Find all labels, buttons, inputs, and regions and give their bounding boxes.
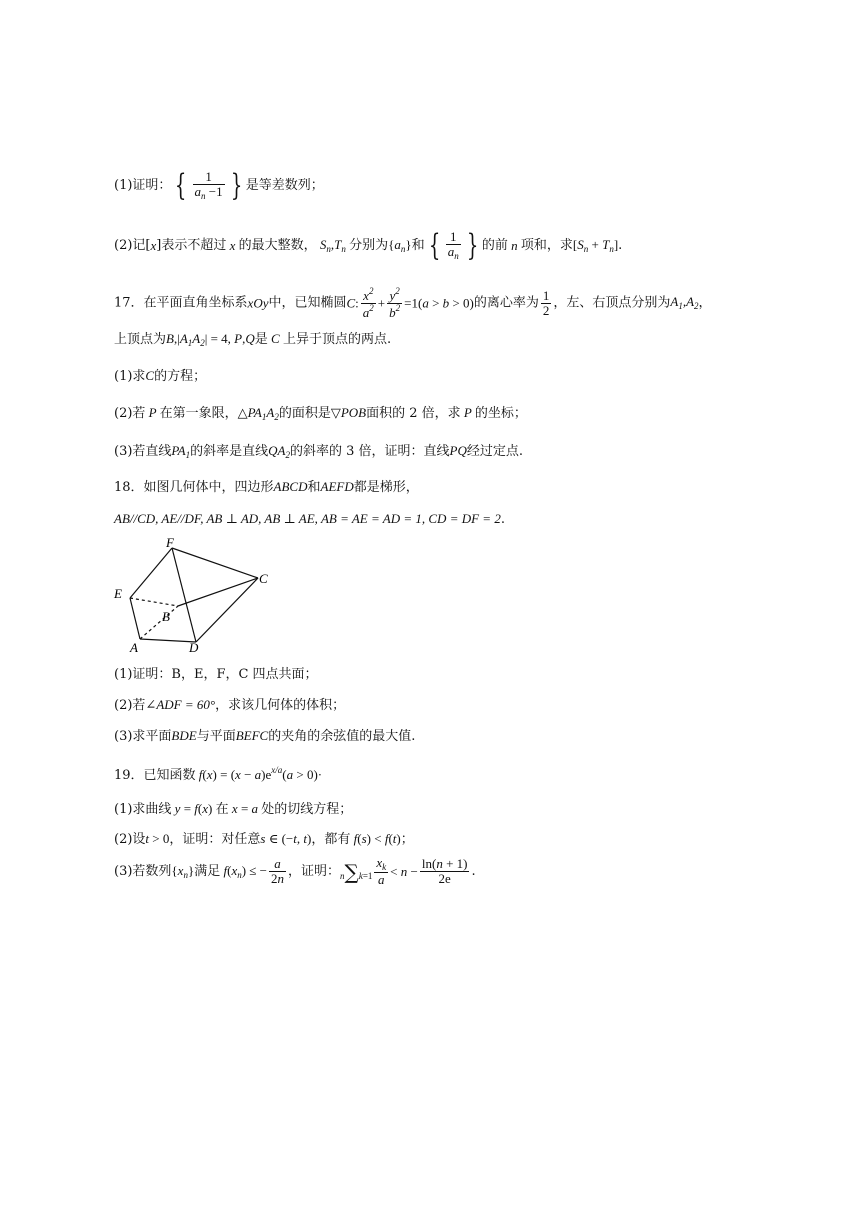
math-set-xn: $\{x_n\}$ (171, 862, 195, 880)
q19-part1-text-b: 在 (215, 802, 229, 817)
q17-part2 (114, 406, 527, 422)
q17-part2-text-b: 在第一象限， (159, 406, 238, 421)
var-bde: BDE (171, 728, 197, 743)
math-floor-sn-plus-tn: $[S_n + T_n]$ (572, 236, 619, 254)
label-c: C (259, 571, 268, 586)
q19-part2-text-a: (2)设 (114, 832, 146, 847)
q17-part1 (114, 369, 206, 383)
math-triangle-pob: ▽POB (330, 405, 367, 420)
math-set-an: $\{a_n\}$ (388, 236, 412, 254)
q17-line2-text-a: 上顶点为 (114, 332, 167, 347)
q17-line2-text-b: 是 (254, 332, 268, 347)
math-triangle-pa1a2: $\triangle PA_1A_2$ (237, 405, 279, 422)
math-ellipse-c: C: (346, 295, 359, 311)
q17-intro: 17．在平面直角坐标系xOy中，已知椭圆C: $\frac{x^2}{a^2}$ + $\frac{y^2}{b^2}$ =1(a > b > 0)的离心率为 $\frac{1}{2}$ ，左、右顶点分别为$A_1,A_2$， (114, 286, 712, 320)
math-y-equals-fx: y = f(x) (171, 801, 213, 816)
right-brace: } (230, 167, 242, 203)
var-c: C (267, 331, 283, 346)
fraction-1-over-an: $\frac{1}{a_n}$ (447, 229, 459, 261)
q19-part2 (114, 832, 414, 846)
q16-part2-text-e: 分别为 (349, 238, 389, 254)
q16-part2-text-h: 项和，求 (520, 238, 573, 254)
q16-part2-text-f: 和 (411, 238, 425, 254)
fraction-x2-a2: $\frac{x^2}{a^2}$ (362, 286, 374, 320)
q19-part3 (114, 856, 476, 887)
q17-part3-text-a: (3)若直线 (114, 444, 172, 459)
edge-dc (196, 578, 258, 642)
q17-text-c: 的离心率为 (473, 295, 539, 311)
label-d: D (189, 640, 199, 654)
edge-ea (130, 598, 140, 639)
q18-number-text: 18．如图几何体中，四边形 (114, 480, 274, 495)
q18-text-c: 都是梯形， (353, 480, 419, 495)
edge-ad (140, 639, 196, 642)
label-e: E (114, 586, 122, 601)
math-angle-adf: ∠ADF = 60° (145, 697, 216, 712)
q16-part1-prefix: (1)证明： (114, 178, 172, 194)
q17-part3-text-b: 的斜率是直线 (190, 444, 269, 459)
q17-part2-text-c: 的面积是 (278, 406, 331, 421)
math-function-f: $f(x) = (x - a)e^{x/a}(a > 0)\cdot$ (195, 765, 323, 782)
label-f: F (166, 536, 174, 550)
edge-bc (178, 578, 258, 606)
q18-conditions (114, 512, 505, 526)
q18-conditions-end: . (500, 512, 505, 527)
q18-text-b: 和 (307, 480, 321, 495)
q17-line2 (114, 332, 391, 348)
q18-part2-text-b: ，求该几何体的体积； (215, 698, 346, 713)
math-qa2: $QA_2$ (268, 443, 290, 460)
edge-ab-dashed (140, 606, 178, 639)
q18-part3-text-e: 的夹角的余弦值的最大值. (268, 729, 416, 744)
q19-part3-text-a: (3)若数列 (114, 864, 172, 880)
fraction-1-over-an-minus-1: $\frac{1}{a_n -1}$ (194, 169, 223, 201)
q19-part2-text-b: ，证明：对任意 (169, 832, 261, 847)
q17-part1-text-b: 的方程； (154, 369, 207, 384)
q17-line2-text-c: 上异于顶点的两点. (282, 332, 392, 347)
math-pq: PQ (449, 443, 467, 458)
q19-part2-text-d: ； (400, 832, 414, 847)
math-x-equals-a: x = a (228, 801, 262, 816)
q16-part2-text-g: 的前 (481, 238, 508, 254)
fraction-a-over-2n: $\frac{a}{2n}$ (271, 856, 285, 887)
summation-sign: n∑k=1 (340, 859, 373, 884)
q18-part1-text: (1)证明：B，E，F，C 四点共面； (114, 667, 318, 682)
left-brace: { (175, 167, 187, 203)
q18-part3 (114, 729, 415, 743)
var-x: x (150, 238, 157, 254)
var-abcd: ABCD (273, 479, 308, 494)
math-ellipse-condition: =1(a > b > 0) (404, 295, 474, 311)
q17-part3-text-c: 的斜率的 3 倍，证明：直线 (290, 444, 450, 459)
q17-part2-text-e: 的坐标； (474, 406, 527, 421)
q19-part1-text-a: (1)求曲线 (114, 802, 172, 817)
math-a1-a2: $A_1,A_2$ (670, 294, 699, 312)
math-s-in-interval: s ∈ (−t, t) (260, 831, 312, 846)
q19-intro (114, 766, 322, 782)
q19-part3-text-c: ，证明： (288, 864, 341, 880)
q16-part1-suffix: 是等差数列； (245, 178, 324, 194)
q19-part1-text-c: 处的切线方程； (261, 802, 353, 817)
var-p: P (145, 405, 160, 420)
q16-part2-end: . (618, 238, 623, 254)
q19-part3-text-b: 满足 (194, 864, 221, 880)
q17-text-d: ，左、右顶点分别为 (553, 295, 671, 311)
var-p: P (460, 405, 475, 420)
q18-intro (114, 480, 419, 494)
edge-fc (172, 548, 258, 578)
q19-part2-text-c: ，都有 (311, 832, 351, 847)
math-fs-less-ft: f(s) < f(t) (350, 831, 401, 846)
right-brace: } (466, 227, 479, 263)
q17-text-b: 中，已知椭圆 (268, 295, 347, 311)
q18-part1 (114, 668, 318, 681)
label-a: A (130, 640, 138, 654)
edge-eb-dashed (130, 598, 178, 606)
q19-number-text: 19．已知函数 (114, 768, 196, 783)
var-aefd: AEFD (320, 479, 354, 494)
var-n: n (507, 238, 521, 254)
fraction-ln-over-2e: $\frac{\ln(n + 1)}{2e}$ (421, 856, 468, 887)
fraction-one-half: $\frac{1}{2}$ (542, 288, 550, 318)
q17-part3-text-d: 经过定点. (466, 444, 524, 459)
var-befc: BEFC (235, 728, 269, 743)
edge-fd (172, 548, 196, 642)
q16-part2-text-c: ]表示不超过 (156, 238, 227, 254)
q18-part2-text-a: (2)若 (114, 698, 146, 713)
q16-part2-text-a: (2)记[ (114, 238, 151, 254)
math-t-positive: t > 0 (145, 831, 170, 846)
var-c: C (145, 368, 155, 383)
math-b-a1a2-pq: $B,|A_1A_2| = 4$, P,Q (166, 331, 255, 348)
label-b: B (162, 609, 170, 624)
geometry-figure (108, 536, 278, 654)
q16-part2-text-d: 的最大整数， (238, 238, 317, 254)
fraction-xk-over-a: $\frac{x_k}{a}$ (376, 855, 387, 888)
math-sn-tn: $S_n,T_n$ (316, 236, 346, 254)
fraction-y2-b2: $\frac{y^2}{b^2}$ (389, 286, 401, 320)
q18-part2 (114, 698, 345, 712)
q17-number-text: 17．在平面直角坐标系 (114, 295, 248, 311)
var-xoy: xOy (247, 295, 269, 311)
q18-part3-text-c: 与平面 (196, 729, 236, 744)
q18-part3-text-a: (3)求平面 (114, 729, 172, 744)
var-x: x (226, 238, 239, 254)
q17-part3 (114, 444, 523, 460)
q17-part2-text-d: 面积的 2 倍，求 (366, 406, 461, 421)
math-less-than-n: < n − (390, 864, 418, 880)
q18-conditions-math: AB//CD, AE//DF, AB ⊥ AD, AB ⊥ AE, AB = AE = AD = 1, CD = DF = 2 (114, 511, 501, 526)
math-f-xn: $f(x_n)$ ≤ − (220, 862, 268, 880)
edge-fe (130, 548, 172, 598)
q16-part2 (114, 227, 623, 263)
q19-part1 (114, 802, 352, 816)
q19-part3-end: . (471, 864, 476, 880)
math-pa1: $PA_1$ (171, 443, 191, 460)
q17-part2-text-a: (2)若 (114, 406, 146, 421)
q17-part1-text: (1)求 (114, 369, 146, 384)
left-brace: { (428, 227, 440, 263)
q16-part1 (114, 167, 324, 203)
